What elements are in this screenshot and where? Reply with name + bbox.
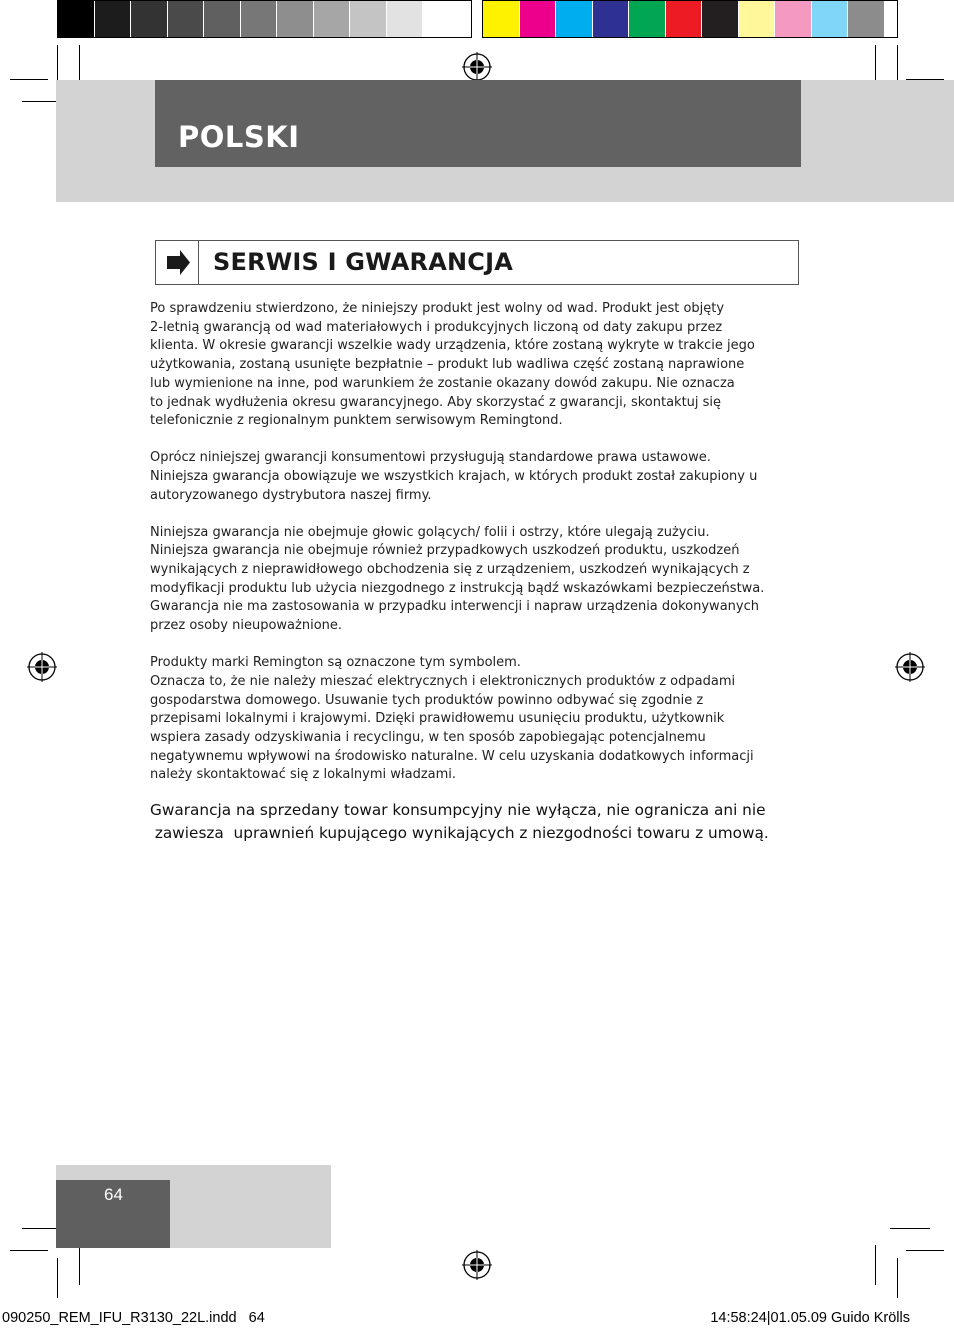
color-swatch	[520, 1, 557, 37]
crop-mark	[890, 1228, 930, 1229]
color-swatch	[812, 1, 849, 37]
color-swatch	[387, 1, 424, 37]
text-line: modyfikacji produktu lub użycia niezgodnego z instrukcją bądź wskazówkami bezpieczeństwa.	[150, 580, 765, 596]
text-line: autoryzowanego dystrybutora naszej firmy.	[150, 487, 432, 503]
crop-mark	[10, 79, 48, 80]
color-swatch	[204, 1, 241, 37]
section-title: SERWIS I GWARANCJA	[213, 248, 514, 276]
text-line: przez osoby nieupoważnione.	[150, 618, 343, 634]
text-line: lub wymienione na inne, pod warunkiem że zostanie okazany dowód zakupu. Nie oznacza	[150, 375, 735, 391]
crop-mark	[897, 45, 898, 85]
color-swatch	[277, 1, 314, 37]
crop-mark	[57, 1258, 58, 1298]
text-line: Gwarancja nie ma zastosowania w przypadku interwencji i napraw urządzenia dokonywanych	[150, 599, 759, 615]
page-number: 64	[104, 1185, 123, 1204]
text-line: negatywnemu wpływowi na środowisko naturalne. W celu uzyskania dodatkowych informacji	[150, 748, 754, 764]
paragraph-statutory-rights	[150, 449, 790, 505]
color-swatch	[739, 1, 776, 37]
body-text	[150, 300, 790, 803]
text-line: Niniejsza gwarancja nie obejmuje również przypadkowych uszkodzeń produktu, uszkodzeń	[150, 543, 740, 559]
color-swatch	[350, 1, 387, 37]
color-swatch	[423, 1, 460, 37]
text-line: gospodarstwa domowego. Usuwanie tych produktów powinno odbywać się zgodnie z	[150, 692, 704, 708]
text-line: Niniejsza gwarancja obowiązuje we wszystkich krajach, w których produkt został zakupiony u	[150, 468, 758, 484]
registration-mark-icon	[27, 652, 57, 682]
text-line: wynikających z nieprawidłowego obchodzenia się z urządzeniem, uszkodzeń wynikających z	[150, 562, 750, 578]
text-line: użytkowania, zostaną usunięte bezpłatnie – produkt lub wadliwa część zostaną naprawione	[150, 357, 745, 373]
color-swatch	[131, 1, 168, 37]
text-line: Niniejsza gwarancja nie obejmuje głowic golących/ folii i ostrzy, które ulegają zużyciu.	[150, 524, 710, 540]
color-swatch	[95, 1, 132, 37]
crop-mark	[10, 1250, 48, 1251]
color-swatch	[241, 1, 278, 37]
section-marker	[156, 241, 199, 284]
text-line: Oznacza to, że nie należy mieszać elektrycznych i elektronicznych produktów z odpadami	[150, 673, 736, 689]
crop-mark	[875, 1245, 876, 1285]
paragraph-exclusions	[150, 524, 790, 636]
registration-mark-icon	[895, 652, 925, 682]
text-line: należy skontaktować się z lokalnymi władzami.	[150, 767, 457, 783]
slug-timestamp: 14:58:24|01.05.09 Guido Krölls	[710, 1310, 910, 1326]
color-swatch	[58, 1, 95, 37]
crop-mark	[79, 45, 80, 85]
color-swatch	[666, 1, 703, 37]
registration-mark-icon	[462, 1250, 492, 1280]
text-line: Oprócz niniejszej gwarancji konsumentowi przysługują standardowe prawa ustawowe.	[150, 450, 711, 466]
text-line: Po sprawdzeniu stwierdzono, że niniejszy produkt jest wolny od wad. Produkt jest objęty	[150, 301, 725, 316]
notice-line: zawiesza uprawnień kupującego wynikających z niezgodności towaru z umową.	[150, 823, 769, 842]
text-line: 2-letnią gwarancją od wad materiałowych i produkcyjnych liczoną od daty zakupu przez	[150, 319, 723, 335]
slug-file-info: 090250_REM_IFU_R3130_22L.indd 64	[2, 1310, 265, 1326]
page-title: POLSKI	[178, 120, 300, 154]
text-line: telefonicznie z regionalnym punktem serwisowym Remingtond.	[150, 413, 563, 429]
color-swatch	[556, 1, 593, 37]
crop-mark	[57, 45, 58, 85]
crop-mark	[875, 45, 876, 85]
text-line: wspiera zasady odzyskiwania i recyclingu, w ten sposób zapobiegając potencjalnemu	[150, 729, 706, 745]
crop-mark	[79, 1245, 80, 1285]
text-line: to jednak wydłużenia okresu gwarancyjnego. Aby skorzystać z gwarancji, skontaktuj się	[150, 394, 722, 410]
crop-mark	[897, 1258, 898, 1298]
color-swatch	[314, 1, 351, 37]
registration-mark-icon	[462, 52, 492, 82]
color-swatch	[848, 1, 885, 37]
paragraph-warranty	[150, 300, 790, 431]
color-swatch	[702, 1, 739, 37]
color-swatch	[775, 1, 812, 37]
color-swatch	[629, 1, 666, 37]
arrow-right-icon	[156, 241, 198, 284]
color-swatch	[483, 1, 520, 37]
consumer-rights-notice	[150, 799, 790, 844]
color-swatch	[168, 1, 205, 37]
grayscale-color-bar	[57, 0, 472, 38]
text-line: klienta. W okresie gwarancji wszelkie wady urządzenia, które zostaną wykryte w trakcie jego	[150, 338, 755, 354]
paragraph-disposal	[150, 654, 790, 785]
color-swatch	[593, 1, 630, 37]
text-line: przepisami lokalnymi i krajowymi. Dzięki prawidłowemu usunięciu produktu, użytkownik	[150, 711, 725, 727]
process-color-bar	[482, 0, 898, 38]
crop-mark	[906, 1250, 944, 1251]
notice-line: Gwarancja na sprzedany towar konsumpcyjny nie wyłącza, nie ogranicza ani nie	[150, 801, 766, 819]
text-line: Produkty marki Remington są oznaczone tym symbolem.	[150, 655, 521, 671]
